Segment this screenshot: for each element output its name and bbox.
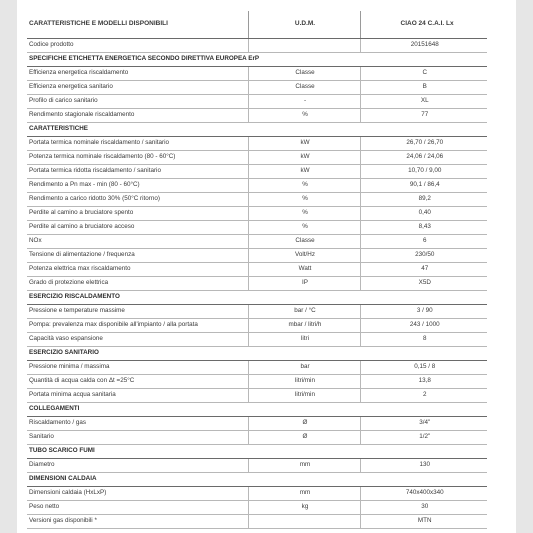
specifications-table: [27, 11, 487, 529]
row-value: 0,15 / 8: [360, 361, 487, 375]
row-label: Pompa: prevalenza max disponibile all'impianto / alla portata: [27, 319, 248, 333]
section-title: DIMENSIONI CALDAIA: [27, 473, 487, 487]
table-row: [27, 375, 487, 389]
section-header-row: [27, 473, 487, 487]
section-title: CARATTERISTICHE: [27, 123, 487, 137]
table-row: [27, 319, 487, 333]
header-model: CIAO 24 C.A.I. Lx: [360, 11, 487, 39]
row-value: 26,70 / 26,70: [360, 137, 487, 151]
row-label: Efficienza energetica sanitario: [27, 81, 248, 95]
table-body: [27, 39, 487, 529]
row-value: 6: [360, 235, 487, 249]
row-label: Codice prodotto: [27, 39, 248, 53]
row-label: Dimensioni caldaia (HxLxP): [27, 487, 248, 501]
section-title: SPECIFICHE ETICHETTA ENERGETICA SECONDO DIRETTIVA EUROPEA ErP: [27, 53, 487, 67]
row-unit: IP: [248, 277, 360, 291]
row-label: Diametro: [27, 459, 248, 473]
row-value: 47: [360, 263, 487, 277]
row-value: 77: [360, 109, 487, 123]
section-title: COLLEGAMENTI: [27, 403, 487, 417]
table-row: [27, 221, 487, 235]
table-row: [27, 459, 487, 473]
table-row: [27, 109, 487, 123]
row-value: 243 / 1000: [360, 319, 487, 333]
header-characteristics: CARATTERISTICHE E MODELLI DISPONIBILI: [27, 11, 248, 39]
row-value: 0,40: [360, 207, 487, 221]
table-row: [27, 137, 487, 151]
row-unit: %: [248, 109, 360, 123]
row-unit: bar / °C: [248, 305, 360, 319]
row-label: Capacità vaso espansione: [27, 333, 248, 347]
row-unit: litri/min: [248, 375, 360, 389]
row-value: 3 / 90: [360, 305, 487, 319]
row-value: 20151648: [360, 39, 487, 53]
row-unit: Watt: [248, 263, 360, 277]
table-row: [27, 193, 487, 207]
row-label: Grado di protezione elettrica: [27, 277, 248, 291]
row-unit: Classe: [248, 235, 360, 249]
row-value: MTN: [360, 515, 487, 529]
row-label: Potenza elettrica max riscaldamento: [27, 263, 248, 277]
row-label: Perdite al camino a bruciatore spento: [27, 207, 248, 221]
row-unit: bar: [248, 361, 360, 375]
row-label: Perdite al camino a bruciatore acceso: [27, 221, 248, 235]
table-row: [27, 151, 487, 165]
row-unit: kW: [248, 165, 360, 179]
table-row: [27, 431, 487, 445]
table-row: [27, 277, 487, 291]
row-unit: -: [248, 95, 360, 109]
row-label: Peso netto: [27, 501, 248, 515]
row-label: Portata minima acqua sanitaria: [27, 389, 248, 403]
header-udm: U.D.M.: [248, 11, 360, 39]
row-value: 2: [360, 389, 487, 403]
row-label: Pressione e temperature massime: [27, 305, 248, 319]
row-label: Sanitario: [27, 431, 248, 445]
section-header-row: [27, 123, 487, 137]
row-label: Tensione di alimentazione / frequenza: [27, 249, 248, 263]
table-row: [27, 249, 487, 263]
row-label: Potenza termica nominale riscaldamento (80 - 60°C): [27, 151, 248, 165]
row-unit: [248, 515, 360, 529]
table-row: [27, 179, 487, 193]
row-unit: %: [248, 193, 360, 207]
row-label: Efficienza energetica riscaldamento: [27, 67, 248, 81]
section-header-row: [27, 403, 487, 417]
row-unit: litri/min: [248, 389, 360, 403]
row-unit: %: [248, 179, 360, 193]
row-label: Portata termica ridotta riscaldamento / sanitario: [27, 165, 248, 179]
row-value: 1/2": [360, 431, 487, 445]
row-value: B: [360, 81, 487, 95]
row-value: XL: [360, 95, 487, 109]
row-value: 130: [360, 459, 487, 473]
row-value: 24,06 / 24,06: [360, 151, 487, 165]
row-unit: Classe: [248, 81, 360, 95]
table-row: [27, 263, 487, 277]
row-unit: kW: [248, 137, 360, 151]
table-row: [27, 81, 487, 95]
row-label: Rendimento a Pn max - min (80 - 60°C): [27, 179, 248, 193]
row-label: Pressione minima / massima: [27, 361, 248, 375]
row-unit: %: [248, 207, 360, 221]
table-row: [27, 487, 487, 501]
table-row: [27, 389, 487, 403]
row-unit: [248, 39, 360, 53]
row-label: Riscaldamento / gas: [27, 417, 248, 431]
row-value: 90,1 / 86,4: [360, 179, 487, 193]
row-label: Portata termica nominale riscaldamento / sanitario: [27, 137, 248, 151]
section-title: TUBO SCARICO FUMI: [27, 445, 487, 459]
row-value: X5D: [360, 277, 487, 291]
left-margin-bar: [0, 0, 17, 533]
row-value: 3/4": [360, 417, 487, 431]
row-unit: Ø: [248, 431, 360, 445]
row-label: Rendimento a carico ridotto 30% (50°C ritorno): [27, 193, 248, 207]
section-header-row: [27, 53, 487, 67]
row-unit: Ø: [248, 417, 360, 431]
row-value: 10,70 / 9,00: [360, 165, 487, 179]
table-row: [27, 95, 487, 109]
row-value: 89,2: [360, 193, 487, 207]
row-unit: mbar / litri/h: [248, 319, 360, 333]
row-unit: litri: [248, 333, 360, 347]
table-row: [27, 333, 487, 347]
row-unit: Classe: [248, 67, 360, 81]
row-value: 8,43: [360, 221, 487, 235]
row-label: NOx: [27, 235, 248, 249]
right-margin-bar: [516, 0, 533, 533]
table-row: [27, 165, 487, 179]
row-label: Rendimento stagionale riscaldamento: [27, 109, 248, 123]
row-label: Profilo di carico sanitario: [27, 95, 248, 109]
row-unit: mm: [248, 487, 360, 501]
table-row: [27, 515, 487, 529]
row-value: 13,8: [360, 375, 487, 389]
table-header-row: [27, 11, 487, 39]
row-value: 740x400x340: [360, 487, 487, 501]
row-unit: %: [248, 221, 360, 235]
section-header-row: [27, 291, 487, 305]
row-value: 8: [360, 333, 487, 347]
row-value: C: [360, 67, 487, 81]
section-header-row: [27, 445, 487, 459]
row-label: Versioni gas disponibili *: [27, 515, 248, 529]
row-unit: kg: [248, 501, 360, 515]
table-row: [27, 67, 487, 81]
table-row: [27, 235, 487, 249]
table-row: [27, 501, 487, 515]
table-row: [27, 305, 487, 319]
table-row: [27, 361, 487, 375]
row-label: Quantità di acqua calda con Δt =25°C: [27, 375, 248, 389]
row-value: 230/50: [360, 249, 487, 263]
table-row: [27, 417, 487, 431]
row-unit: mm: [248, 459, 360, 473]
row-value: 30: [360, 501, 487, 515]
table-row: [27, 39, 487, 53]
section-header-row: [27, 347, 487, 361]
row-unit: kW: [248, 151, 360, 165]
section-title: ESERCIZIO RISCALDAMENTO: [27, 291, 487, 305]
section-title: ESERCIZIO SANITARIO: [27, 347, 487, 361]
row-unit: Volt/Hz: [248, 249, 360, 263]
table-row: [27, 207, 487, 221]
